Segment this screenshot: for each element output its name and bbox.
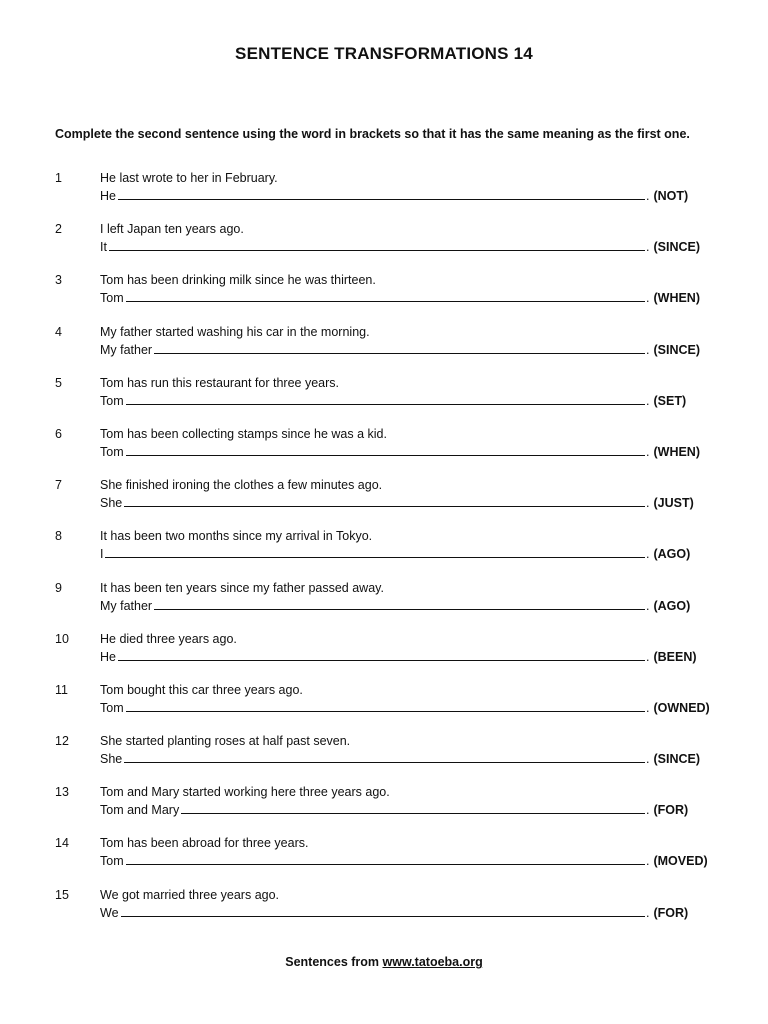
item-sentence: I left Japan ten years ago.: [100, 222, 244, 237]
answer-start: I: [100, 547, 104, 562]
answer-start: She: [100, 496, 123, 511]
exercise-item: [0, 477, 768, 528]
item-sentence: He last wrote to her in February.: [100, 171, 278, 185]
answer-start: He: [100, 189, 116, 203]
answer-blank[interactable]: [124, 494, 645, 507]
answer-line: [100, 289, 700, 307]
keyword-in-brackets: (AGO): [653, 547, 691, 562]
answer-line: [100, 699, 710, 717]
answer-blank[interactable]: [126, 289, 645, 302]
answer-start: My father: [100, 598, 153, 613]
item-number: 13: [55, 785, 69, 800]
answer-start: We: [100, 905, 119, 920]
item-number: 4: [55, 324, 62, 339]
answer-start: Tom: [100, 444, 124, 459]
answer-blank[interactable]: [126, 852, 645, 865]
item-sentence: Tom has been collecting stamps since he was a kid.: [100, 426, 387, 441]
answer-line: [100, 750, 700, 768]
answer-blank[interactable]: [118, 187, 645, 200]
instructions-text: Complete the second sentence using the word in brackets so that it has the same meaning as the first one.: [55, 127, 690, 141]
item-number: 2: [55, 222, 62, 237]
exercise-item: [0, 375, 768, 426]
sentence-end-dot: .: [646, 803, 650, 818]
exercise-item: [0, 324, 768, 375]
item-number: 14: [55, 836, 69, 851]
answer-line: [100, 801, 688, 819]
answer-blank[interactable]: [121, 904, 645, 917]
item-sentence: It has been two months since my arrival in Tokyo.: [100, 529, 373, 544]
answer-blank[interactable]: [181, 801, 645, 814]
sentence-end-dot: .: [646, 393, 650, 408]
answer-line: [100, 852, 708, 870]
answer-start: He: [100, 649, 116, 664]
answer-start: Tom: [100, 393, 124, 408]
answer-line: [100, 392, 686, 410]
exercise-item: [0, 221, 768, 272]
sentence-end-dot: .: [646, 752, 650, 767]
keyword-in-brackets: (SET): [653, 393, 687, 408]
item-sentence: My father started washing his car in the morning.: [100, 324, 370, 339]
item-sentence: He died three years ago.: [100, 631, 237, 646]
exercise-item: [0, 682, 768, 733]
item-sentence: She finished ironing the clothes a few minutes ago.: [100, 478, 383, 493]
answer-start: Tom: [100, 700, 124, 715]
answer-start: She: [100, 752, 123, 767]
answer-line: [100, 341, 700, 359]
answer-line: [100, 494, 694, 512]
sentence-end-dot: .: [646, 649, 650, 664]
answer-start: Tom and Mary: [100, 803, 180, 818]
sentence-end-dot: .: [646, 905, 650, 920]
sentence-end-dot: .: [646, 700, 650, 715]
sentence-end-dot: .: [646, 496, 650, 511]
item-sentence: Tom has been drinking milk since he was thirteen.: [100, 273, 376, 288]
keyword-in-brackets: (AGO): [653, 598, 691, 613]
footer-prefix: Sentences from: [285, 955, 380, 969]
answer-blank[interactable]: [118, 648, 645, 661]
keyword-in-brackets: (NOT): [653, 189, 689, 203]
sentence-end-dot: .: [646, 444, 650, 459]
keyword-in-brackets: (OWNED): [653, 700, 710, 715]
exercise-item: [0, 170, 768, 221]
keyword-in-brackets: (FOR): [653, 803, 689, 818]
item-number: 3: [55, 273, 62, 288]
answer-blank[interactable]: [126, 443, 645, 456]
answer-blank[interactable]: [124, 750, 645, 763]
answer-blank[interactable]: [109, 238, 645, 251]
keyword-in-brackets: (BEEN): [653, 649, 697, 664]
exercise-item: [0, 272, 768, 323]
sentence-end-dot: .: [646, 240, 650, 255]
footer: [0, 955, 768, 969]
answer-line: [100, 904, 688, 922]
item-sentence: Tom and Mary started working here three years ago.: [100, 785, 390, 800]
item-sentence: Tom bought this car three years ago.: [100, 682, 303, 697]
keyword-in-brackets: (SINCE): [653, 342, 701, 357]
answer-line: [100, 597, 690, 615]
sentence-end-dot: .: [646, 342, 650, 357]
answer-blank[interactable]: [154, 341, 645, 354]
exercise-item: [0, 580, 768, 631]
exercise-item: [0, 733, 768, 784]
keyword-in-brackets: (SINCE): [653, 752, 701, 767]
exercise-item: [0, 784, 768, 835]
answer-line: [100, 443, 700, 461]
keyword-in-brackets: (MOVED): [653, 854, 708, 869]
item-sentence: Tom has been abroad for three years.: [100, 836, 309, 851]
page-title: SENTENCE TRANSFORMATIONS 14: [235, 44, 533, 63]
answer-line: [100, 238, 700, 256]
exercise-item: [0, 835, 768, 886]
keyword-in-brackets: (JUST): [653, 496, 694, 511]
answer-start: It: [100, 240, 107, 255]
item-number: 5: [55, 375, 62, 390]
item-number: 9: [55, 580, 62, 595]
keyword-in-brackets: (WHEN): [653, 444, 700, 459]
item-number: 8: [55, 529, 62, 544]
sentence-end-dot: .: [646, 291, 650, 306]
keyword-in-brackets: (SINCE): [653, 240, 701, 255]
answer-start: Tom: [100, 854, 124, 869]
item-number: 10: [55, 631, 69, 646]
exercise-item: [0, 631, 768, 682]
sentence-end-dot: .: [646, 854, 650, 869]
keyword-in-brackets: (WHEN): [653, 291, 700, 306]
item-number: 7: [55, 478, 62, 493]
exercise-item: [0, 887, 768, 938]
exercise-item: [0, 528, 768, 579]
answer-line: [100, 187, 688, 205]
item-sentence: She started planting roses at half past seven.: [100, 734, 351, 749]
answer-blank[interactable]: [154, 597, 645, 610]
item-number: 15: [55, 887, 69, 902]
answer-blank[interactable]: [126, 699, 645, 712]
item-number: 1: [55, 171, 62, 185]
item-sentence: Tom has run this restaurant for three years.: [100, 375, 339, 390]
answer-start: My father: [100, 342, 153, 357]
exercise-item: [0, 426, 768, 477]
item-sentence: We got married three years ago.: [100, 887, 280, 902]
item-number: 6: [55, 426, 62, 441]
answer-blank[interactable]: [105, 545, 645, 558]
answer-start: Tom: [100, 291, 124, 306]
sentence-end-dot: .: [646, 598, 650, 613]
keyword-in-brackets: (FOR): [653, 905, 689, 920]
item-sentence: It has been ten years since my father passed away.: [100, 580, 384, 595]
exercise-list: [0, 170, 768, 938]
item-number: 11: [55, 682, 68, 697]
footer-link[interactable]: www.tatoeba.org: [382, 955, 483, 969]
sentence-end-dot: .: [646, 189, 650, 203]
sentence-end-dot: .: [646, 547, 650, 562]
answer-blank[interactable]: [126, 392, 645, 405]
answer-line: [100, 545, 690, 563]
item-number: 12: [55, 734, 69, 749]
answer-line: [100, 648, 697, 666]
